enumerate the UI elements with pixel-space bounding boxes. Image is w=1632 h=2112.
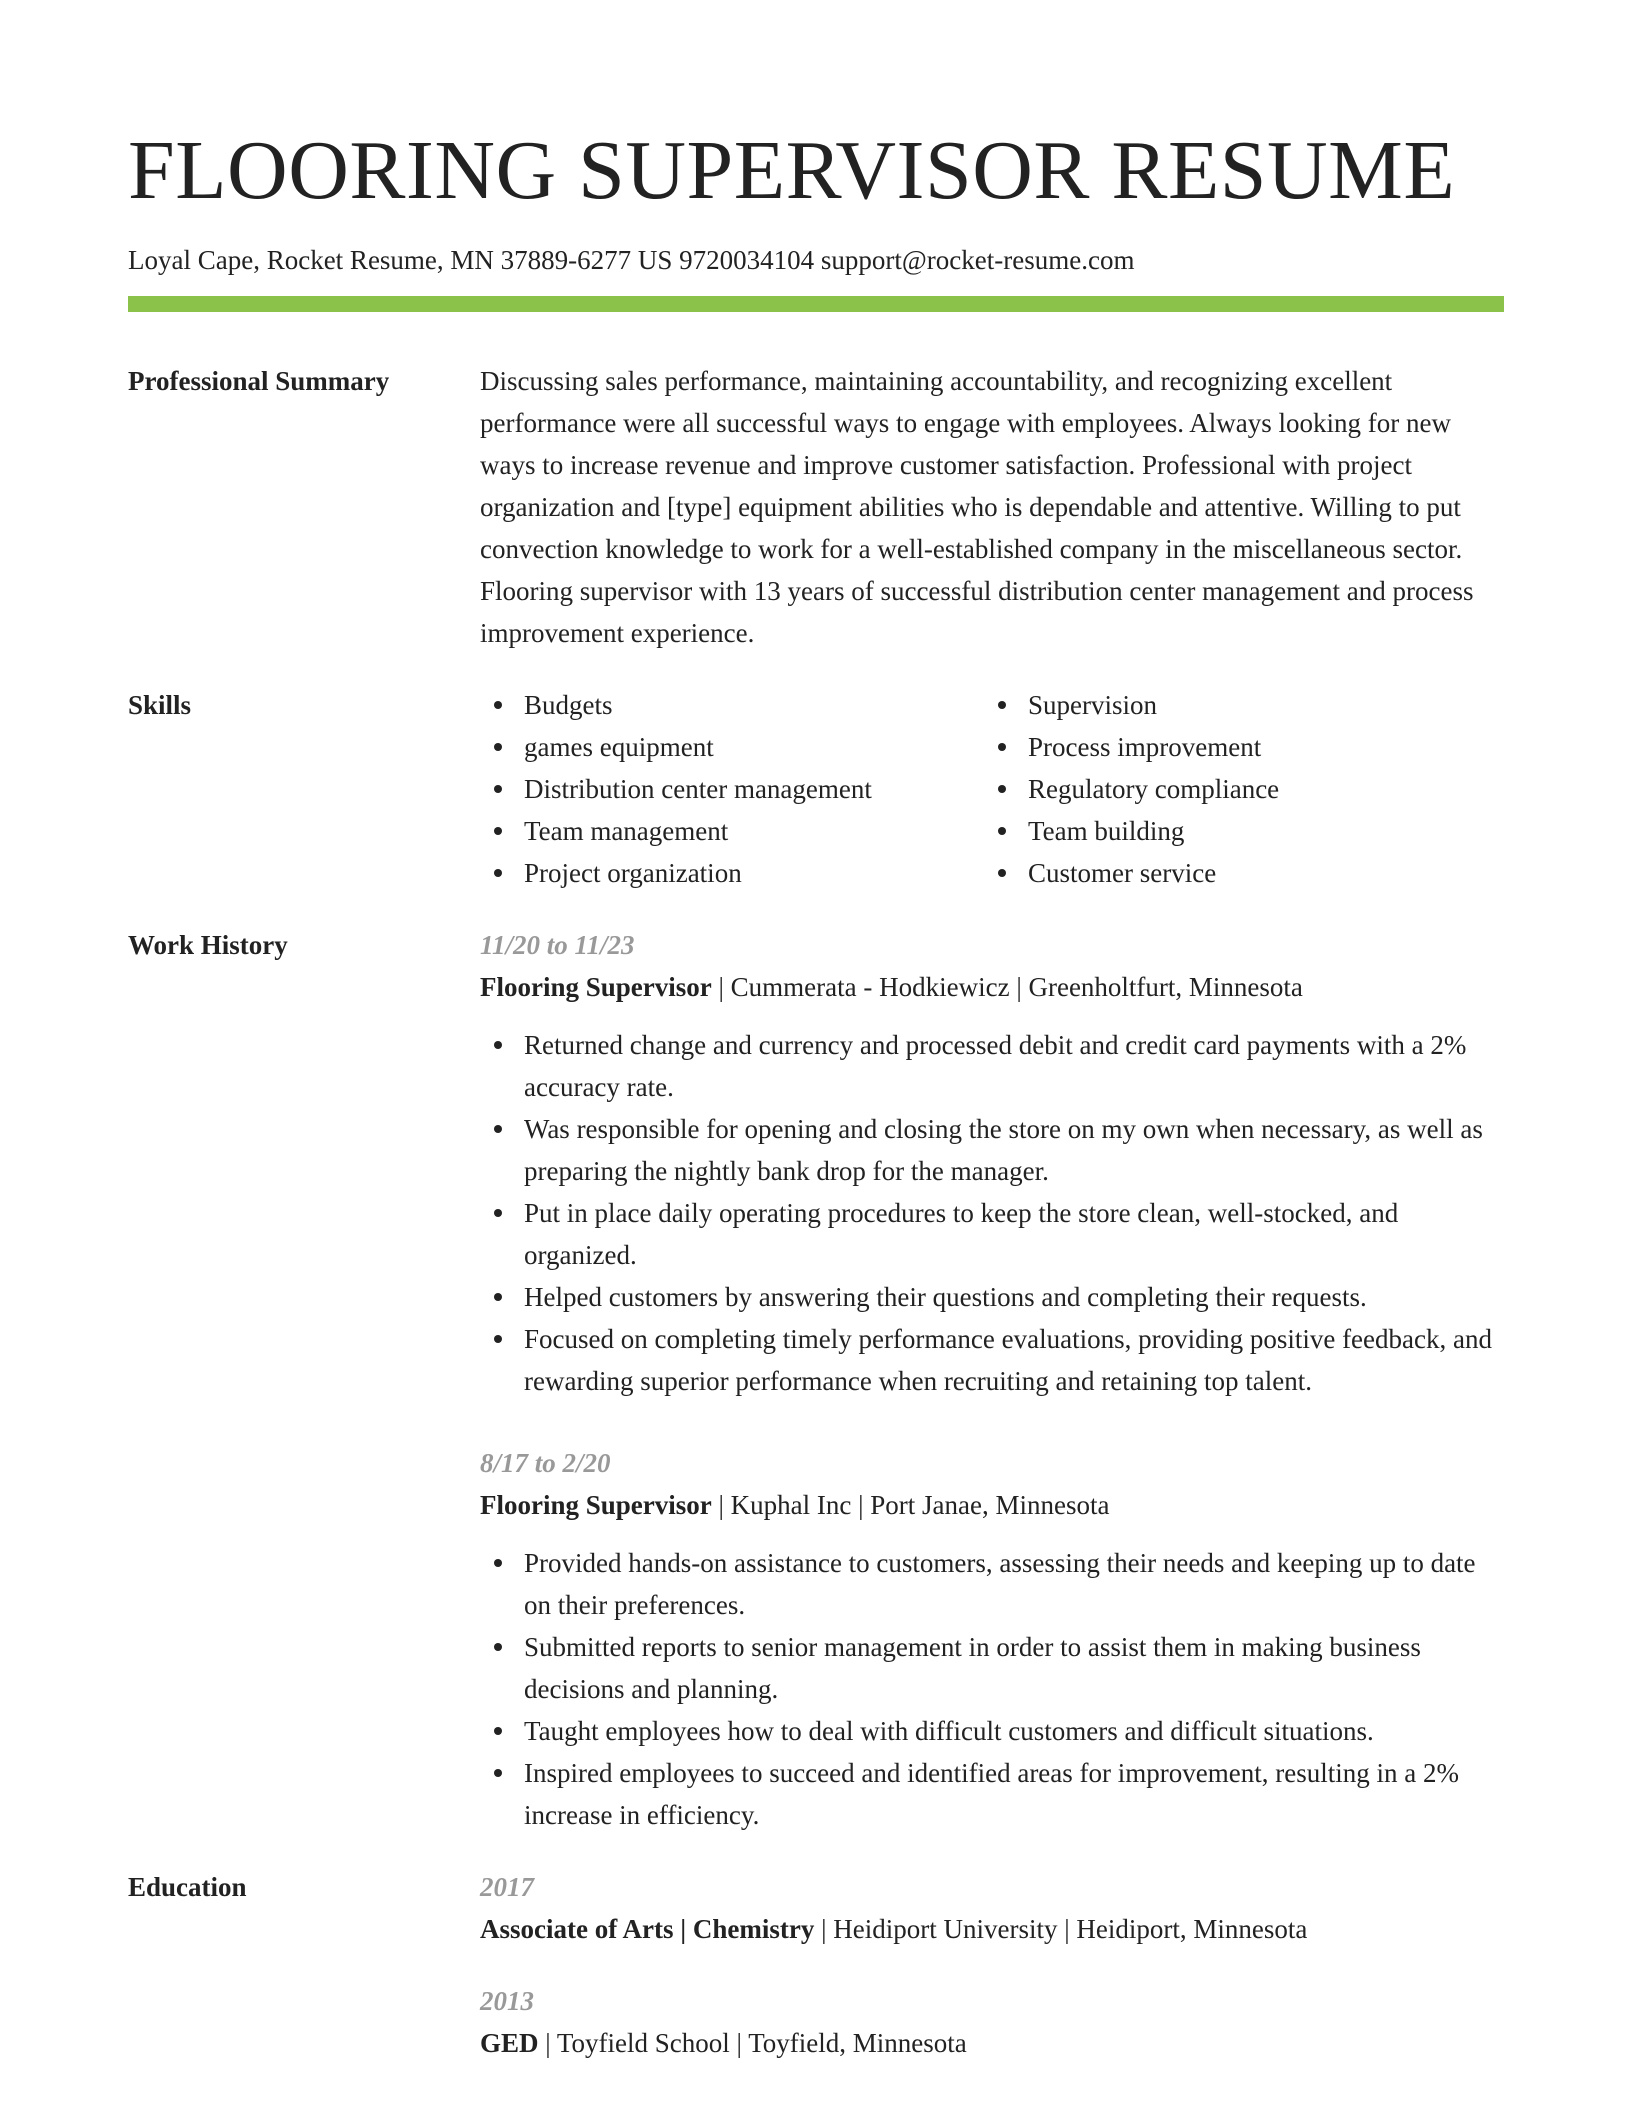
skills-column-1 <box>480 684 984 894</box>
education-entry <box>480 1980 1504 2064</box>
education-entry <box>480 1866 1504 1950</box>
education-line <box>480 2022 1504 2064</box>
summary-text: Discussing sales performance, maintaining accountability, and recognizing excellent performance were all successful ways to engage with employees. Always looking for new ways to increase revenue and improve customer satisfaction. Professional with project organization and [type] equipment abilities who is dependable and attentive. Willing to put convection knowledge to work for a well-established company in the miscellaneous sector. Flooring supervisor with 13 years of successful distribution center management and process improvement experience. <box>480 366 1474 648</box>
skill-item: Team management <box>480 810 984 852</box>
skills-column-2 <box>984 684 1484 894</box>
accent-divider <box>128 296 1504 312</box>
work-history-section <box>128 924 1504 1836</box>
education-label: Education <box>128 1872 247 1902</box>
skill-item: games equipment <box>480 726 984 768</box>
job-bullet: Provided hands-on assistance to customers, assessing their needs and keeping up to date on their preferences. <box>480 1542 1504 1626</box>
job-details: | Kuphal Inc | Port Janae, Minnesota <box>711 1490 1110 1520</box>
skill-item: Supervision <box>984 684 1484 726</box>
summary-label: Professional Summary <box>128 366 390 396</box>
job-bullet: Put in place daily operating procedures to keep the store clean, well-stocked, and organized. <box>480 1192 1504 1276</box>
job-bullet: Was responsible for opening and closing the store on my own when necessary, as well as preparing the nightly bank drop for the manager. <box>480 1108 1504 1192</box>
skills-label: Skills <box>128 690 192 720</box>
skill-item: Budgets <box>480 684 984 726</box>
job-details: | Cummerata - Hodkiewicz | Greenholtfurt, Minnesota <box>711 972 1303 1002</box>
skill-item: Customer service <box>984 852 1484 894</box>
job-bullet: Taught employees how to deal with difficult customers and difficult situations. <box>480 1710 1504 1752</box>
resume-title: FLOORING SUPERVISOR RESUME <box>128 124 1456 217</box>
education-section <box>128 1866 1504 2064</box>
job-role-line <box>480 966 1504 1008</box>
job-bullets <box>480 1542 1504 1836</box>
education-year: 2017 <box>480 1872 534 1902</box>
summary-section <box>128 360 1504 654</box>
job-bullet: Focused on completing timely performance evaluations, providing positive feedback, and rewarding superior performance when recruiting and retaining top talent. <box>480 1318 1504 1402</box>
job-dates: 8/17 to 2/20 <box>480 1448 611 1478</box>
job-title: Flooring Supervisor <box>480 972 712 1002</box>
job-entry <box>480 924 1504 1402</box>
skill-item: Process improvement <box>984 726 1484 768</box>
job-bullet: Returned change and currency and processed debit and credit card payments with a 2% accuracy rate. <box>480 1024 1504 1108</box>
work-history-label: Work History <box>128 930 288 960</box>
skills-section <box>128 684 1504 894</box>
education-details: | Toyfield School | Toyfield, Minnesota <box>538 2028 967 2058</box>
education-degree: Associate of Arts | Chemistry <box>480 1914 815 1944</box>
job-entry <box>480 1442 1504 1836</box>
education-details: | Heidiport University | Heidiport, Minnesota <box>814 1914 1308 1944</box>
skill-item: Regulatory compliance <box>984 768 1484 810</box>
job-bullet: Submitted reports to senior management in order to assist them in making business decisions and planning. <box>480 1626 1504 1710</box>
job-dates: 11/20 to 11/23 <box>480 930 635 960</box>
job-role-line <box>480 1484 1504 1526</box>
job-title: Flooring Supervisor <box>480 1490 712 1520</box>
job-bullets <box>480 1024 1504 1402</box>
education-line <box>480 1908 1504 1950</box>
skill-item: Distribution center management <box>480 768 984 810</box>
resume-page <box>128 118 1504 2064</box>
job-bullet: Helped customers by answering their questions and completing their requests. <box>480 1276 1504 1318</box>
education-degree: GED <box>480 2028 539 2058</box>
education-year: 2013 <box>480 1986 534 2016</box>
contact-line: Loyal Cape, Rocket Resume, MN 37889-6277 US 9720034104 support@rocket-resume.com <box>128 245 1135 275</box>
skill-item: Project organization <box>480 852 984 894</box>
skill-item: Team building <box>984 810 1484 852</box>
job-bullet: Inspired employees to succeed and identified areas for improvement, resulting in a 2% increase in efficiency. <box>480 1752 1504 1836</box>
